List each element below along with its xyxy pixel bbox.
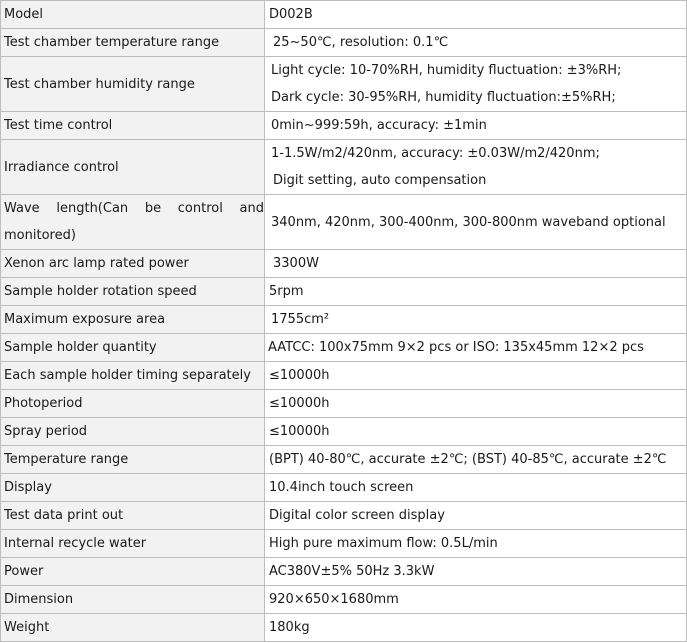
row-value	[265, 195, 687, 250]
row-label: Weight	[1, 614, 265, 642]
value-line: AATCC: 100x75mm 9×2 pcs or ISO: 135x45mm 12×2 pcs	[268, 340, 644, 355]
row-value	[265, 586, 687, 614]
row-value	[265, 558, 687, 586]
row-label: Temperature range	[1, 446, 265, 474]
row-label: Sample holder rotation speed	[1, 278, 265, 306]
value-line: 920×650×1680mm	[269, 592, 399, 607]
row-label: Dimension	[1, 586, 265, 614]
table-row	[1, 418, 687, 446]
value-line: High pure maximum flow: 0.5L/min	[269, 536, 498, 551]
value-line: 1755cm²	[271, 312, 330, 327]
row-label: Model	[1, 1, 265, 29]
value-line: Digit setting, auto compensation	[273, 173, 487, 188]
table-row	[1, 278, 687, 306]
value-line: 25~50℃, resolution: 0.1℃	[273, 35, 449, 50]
row-label: Irradiance control	[1, 140, 265, 195]
row-value	[265, 614, 687, 642]
table-row	[1, 195, 687, 250]
row-value	[265, 334, 687, 362]
row-label: Display	[1, 474, 265, 502]
table-row	[1, 586, 687, 614]
row-value	[265, 502, 687, 530]
row-label: Spray period	[1, 418, 265, 446]
row-label: Each sample holder timing separately	[1, 362, 265, 390]
value-line: AC380V±5% 50Hz 3.3kW	[269, 564, 435, 579]
value-line: ≤10000h	[269, 424, 330, 439]
row-value	[265, 390, 687, 418]
table-row	[1, 1, 687, 29]
row-label: Test data print out	[1, 502, 265, 530]
row-value	[265, 418, 687, 446]
table-row	[1, 112, 687, 140]
row-label: Internal recycle water	[1, 530, 265, 558]
value-line: Dark cycle: 30-95%RH, humidity fluctuation:±5%RH;	[271, 90, 616, 105]
table-row	[1, 614, 687, 642]
table-row	[1, 446, 687, 474]
value-line: Light cycle: 10-70%RH, humidity fluctuation: ±3%RH;	[271, 63, 622, 78]
row-value	[265, 474, 687, 502]
value-line: D002B	[269, 7, 313, 22]
value-line: Digital color screen display	[269, 508, 445, 523]
table-row	[1, 29, 687, 57]
table-row	[1, 362, 687, 390]
table-row	[1, 390, 687, 418]
value-line: ≤10000h	[269, 368, 330, 383]
table-row	[1, 140, 687, 195]
row-label: Test chamber temperature range	[1, 29, 265, 57]
value-line: 3300W	[273, 256, 319, 271]
row-value	[265, 112, 687, 140]
row-value	[265, 278, 687, 306]
row-value	[265, 362, 687, 390]
table-row	[1, 250, 687, 278]
value-line: 5rpm	[269, 284, 304, 299]
row-label: Xenon arc lamp rated power	[1, 250, 265, 278]
value-line: (BPT) 40-80℃, accurate ±2℃; (BST) 40-85℃, accurate ±2℃	[269, 452, 667, 467]
row-value	[265, 140, 687, 195]
row-value	[265, 250, 687, 278]
table-row	[1, 306, 687, 334]
value-line: 180kg	[269, 620, 310, 635]
table-row	[1, 334, 687, 362]
row-label: Power	[1, 558, 265, 586]
row-value	[265, 29, 687, 57]
table-row	[1, 474, 687, 502]
value-line: 0min~999:59h, accuracy: ±1min	[271, 118, 487, 133]
row-label: Sample holder quantity	[1, 334, 265, 362]
table-row	[1, 502, 687, 530]
value-line: 340nm, 420nm, 300-400nm, 300-800nm waveband optional	[271, 214, 666, 230]
table-row	[1, 57, 687, 112]
table-row	[1, 558, 687, 586]
value-line: 1-1.5W/m2/420nm, accuracy: ±0.03W/m2/420nm;	[271, 146, 600, 161]
row-label: Test chamber humidity range	[1, 57, 265, 112]
value-line: ≤10000h	[269, 396, 330, 411]
row-value	[265, 1, 687, 29]
row-label: Maximum exposure area	[1, 306, 265, 334]
row-value	[265, 57, 687, 112]
row-value	[265, 530, 687, 558]
value-line: 10.4inch touch screen	[269, 480, 414, 495]
row-value	[265, 446, 687, 474]
row-value	[265, 306, 687, 334]
row-label: Photoperiod	[1, 390, 265, 418]
row-label: Wave length(Can be control and monitored)	[1, 195, 265, 250]
table-row	[1, 530, 687, 558]
row-label: Test time control	[1, 112, 265, 140]
